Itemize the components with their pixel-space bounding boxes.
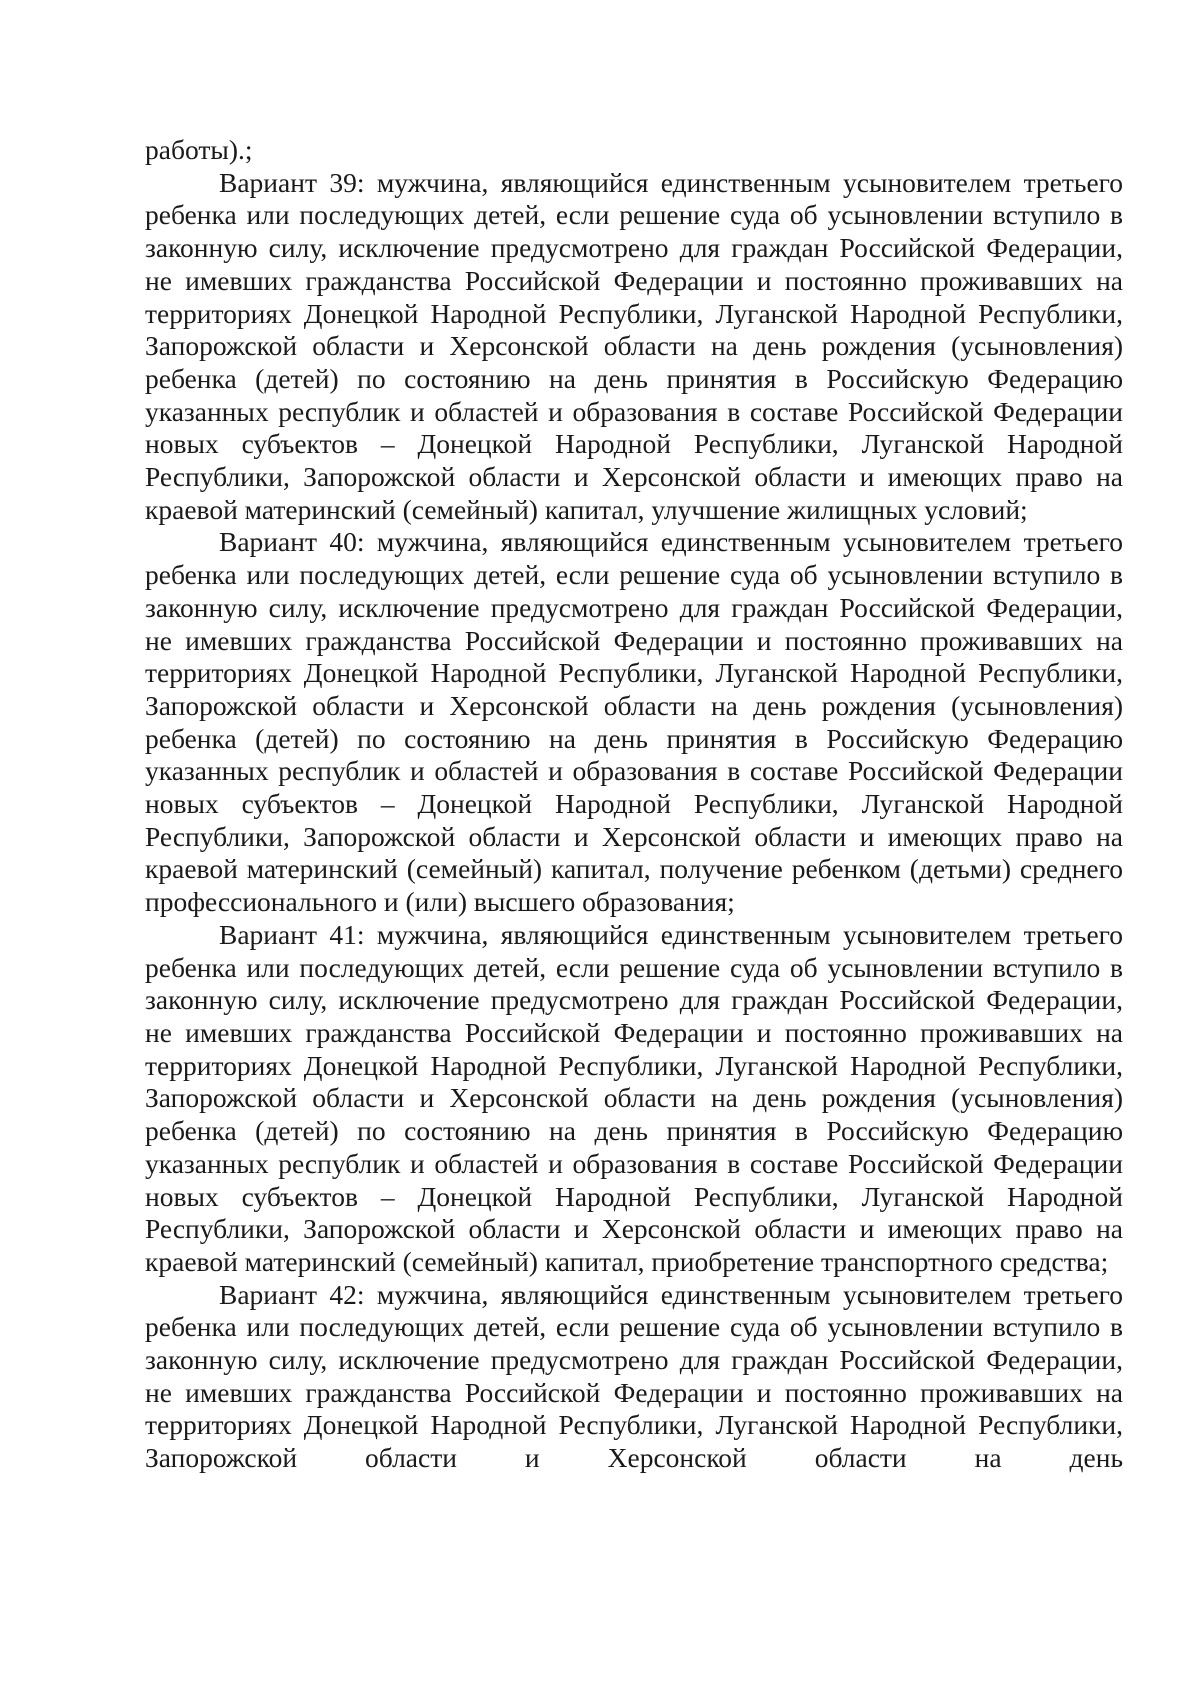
variant-40-paragraph: Вариант 40: мужчина, являющийся единственным усыновителем третьего ребенка или последующих детей, если решение суда об усыновлении вступило в законную силу, исключение предусмотрено для граждан Российской Федерации, не имевших гражданства Российской Федерации и постоянно проживавших на территориях Донецкой Народной Республики, Луганской Народной Республики, Запорожской области и Херсонской области на день рождения (усыновления) ребенка (детей) по состоянию на день принятия в Российскую Федерацию указанных республик и областей и образования в составе Российской Федерации новых субъектов – Донецкой Народной Республики, Луганской Народной Республики, Запорожской области и Херсонской области и имеющих право на краевой материнский (семейный) капитал, получение ребенком (детьми) среднего профессионального и (или) высшего образования; [145,526,1123,918]
variant-39-paragraph: Вариант 39: мужчина, являющийся единственным усыновителем третьего ребенка или последующих детей, если решение суда об усыновлении вступило в законную силу, исключение предусмотрено для граждан Российской Федерации, не имевших гражданства Российской Федерации и постоянно проживавших на территориях Донецкой Народной Республики, Луганской Народной Республики, Запорожской области и Херсонской области на день рождения (усыновления) ребенка (детей) по состоянию на день принятия в Российскую Федерацию указанных республик и областей и образования в составе Российской Федерации новых субъектов – Донецкой Народной Республики, Луганской Народной Республики, Запорожской области и Херсонской области и имеющих право на краевой материнский (семейный) капитал, улучшение жилищных условий; [145,166,1123,525]
variant-42-paragraph: Вариант 42: мужчина, являющийся единственным усыновителем третьего ребенка или последующих детей, если решение суда об усыновлении вступило в законную силу, исключение предусмотрено для граждан Российской Федерации, не имевших гражданства Российской Федерации и постоянно проживавших на территориях Донецкой Народной Республики, Луганской Народной Республики, Запорожской области и Херсонской области на день [145,1278,1123,1474]
continuation-text: работы).; [145,134,253,165]
variant-41-paragraph: Вариант 41: мужчина, являющийся единственным усыновителем третьего ребенка или последующих детей, если решение суда об усыновлении вступило в законную силу, исключение предусмотрено для граждан Российской Федерации, не имевших гражданства Российской Федерации и постоянно проживавших на территориях Донецкой Народной Республики, Луганской Народной Республики, Запорожской области и Херсонской области на день рождения (усыновления) ребенка (детей) по состоянию на день принятия в Российскую Федерацию указанных республик и областей и образования в составе Российской Федерации новых субъектов – Донецкой Народной Республики, Луганской Народной Республики, Запорожской области и Херсонской области и имеющих право на краевой материнский (семейный) капитал, приобретение транспортного средства; [145,918,1123,1277]
document-page [145,134,1123,1475]
